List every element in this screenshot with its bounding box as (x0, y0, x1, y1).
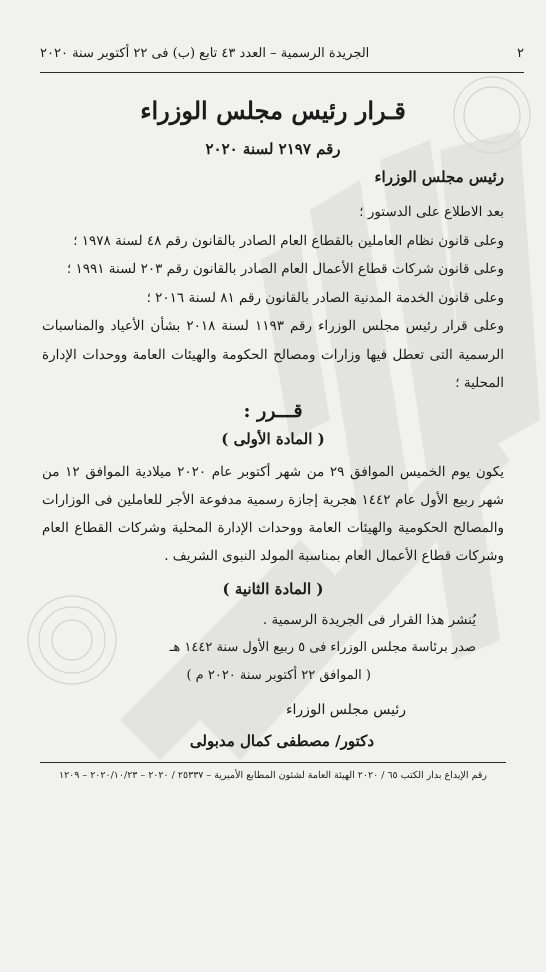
issued-hijri-line: صدر برئاسة مجلس الوزراء فى ٥ ربيع الأول سنة ١٤٤٢ هـ (169, 640, 476, 655)
preamble-line: وعلى قرار رئيس مجلس الوزراء رقم ١١٩٣ لسنة ٢٠١٨ بشأن الأعياد والمناسبات الرسمية التى تعطل فيها وزارات ومصالح الحكومة والهيئات العامة ووحدات الإدارة المحلية ؛ (42, 318, 504, 391)
preamble (42, 198, 504, 398)
running-header (40, 46, 524, 61)
decree-title: قـرار رئيس مجلس الوزراء (140, 96, 406, 125)
article-one-body: يكون يوم الخميس الموافق ٢٩ من شهر أكتوبر عام ٢٠٢٠ ميلادية الموافق ١٢ من شهر ربيع الأول عام ١٤٤٢ هجرية إجازة رسمية مدفوعة الأجر للعاملين فى الوزارات والمصالح الحكومية والهيئات العامة ووحدات الإدارة المحلية وشركات القطاع العام وشركات قطاع الأعمال العام بمناسبة المولد النبوى الشريف . (42, 464, 504, 564)
deposit-footer: رقم الإيداع بدار الكتب ٦٥ / ٢٠٢٠ الهيئة العامة لشئون المطابع الأميرية – ٢٥٣٣٧ / ٢٠٢٠ – ٢٠٢٠/١٠/٢٣ – ١٢٠٩ (58, 770, 488, 781)
decree-word: قـــرر : (243, 400, 303, 422)
page-number: ٢ (517, 46, 524, 61)
signature-title: رئيس مجلس الوزراء (285, 702, 406, 718)
preamble-line: وعلى قانون نظام العاملين بالقطاع العام الصادر بالقانون رقم ٤٨ لسنة ١٩٧٨ ؛ (73, 232, 504, 249)
footer-divider (40, 762, 506, 763)
signature-name: دكتور/ مصطفى كمال مدبولى (189, 732, 374, 750)
preamble-line: وعلى قانون الخدمة المدنية الصادر بالقانون رقم ٨١ لسنة ٢٠١٦ ؛ (146, 289, 504, 306)
article-one-title: ( المادة الأولى ) (221, 430, 325, 448)
decree-issuer: رئيس مجلس الوزراء (374, 168, 504, 186)
article-two-title: ( المادة الثانية ) (222, 580, 324, 598)
running-title: الجريدة الرسمية – العدد ٤٣ تابع (ب) فى ٢٢ أكتوبر سنة ٢٠٢٠ (40, 46, 370, 61)
preamble-line: وعلى قانون شركات قطاع الأعمال العام الصادر بالقانون رقم ٢٠٣ لسنة ١٩٩١ ؛ (66, 261, 504, 277)
article-two-body: يُنشر هذا القرار فى الجريدة الرسمية . (262, 612, 476, 628)
preamble-line: بعد الاطلاع على الدستور ؛ (359, 204, 504, 220)
issued-gregorian-line: ( الموافق ٢٢ أكتوبر سنة ٢٠٢٠ م ) (186, 668, 371, 683)
decree-number: رقم ٢١٩٧ لسنة ٢٠٢٠ (205, 140, 341, 158)
header-divider (40, 72, 524, 73)
